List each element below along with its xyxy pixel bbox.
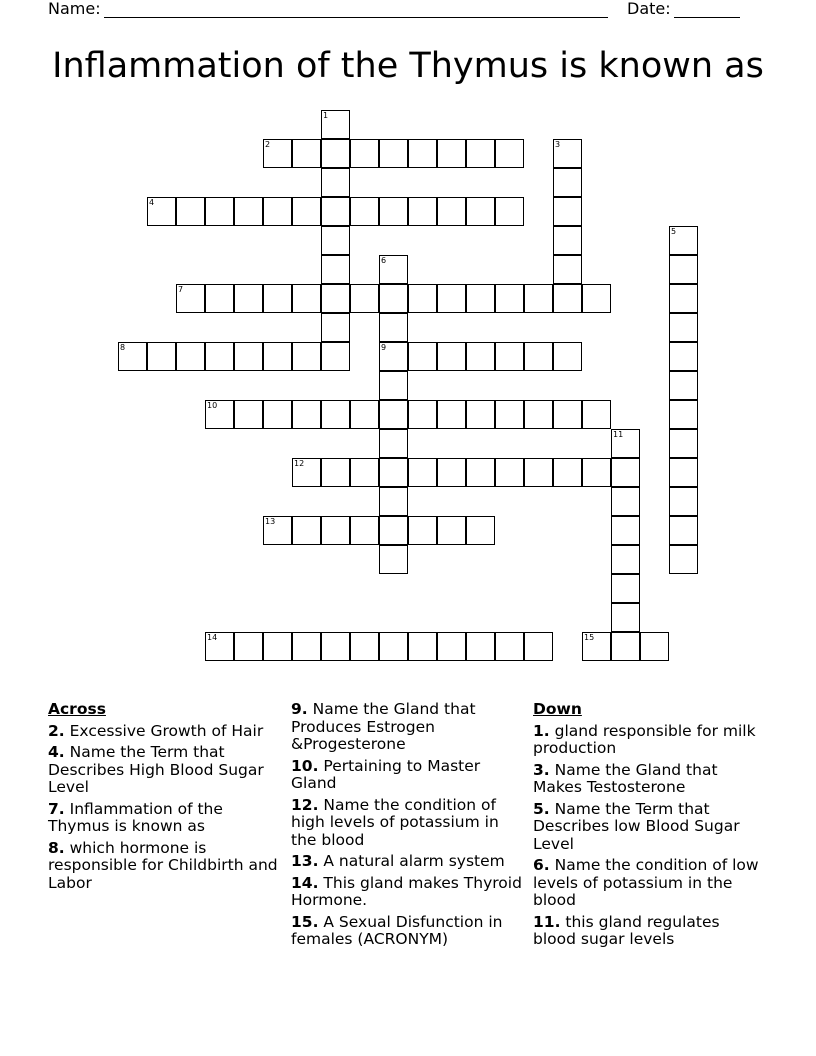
clue-across-15 bbox=[291, 914, 523, 949]
crossword-cell[interactable] bbox=[350, 516, 379, 545]
clue-number: 12. bbox=[291, 795, 319, 814]
crossword-cell[interactable] bbox=[466, 197, 495, 226]
crossword-cell[interactable] bbox=[379, 458, 408, 487]
crossword-cell[interactable] bbox=[669, 458, 698, 487]
cell-number: 13 bbox=[265, 517, 276, 526]
crossword-cell[interactable] bbox=[582, 284, 611, 313]
crossword-cell[interactable] bbox=[669, 342, 698, 371]
clue-text: Name the condition of high levels of potassium in the blood bbox=[291, 795, 499, 849]
crossword-cell[interactable] bbox=[524, 632, 553, 661]
crossword-cell[interactable] bbox=[379, 342, 408, 371]
crossword-cell[interactable] bbox=[669, 429, 698, 458]
crossword-cell[interactable] bbox=[408, 516, 437, 545]
crossword-cell[interactable] bbox=[611, 487, 640, 516]
crossword-cell[interactable] bbox=[292, 139, 321, 168]
crossword-cell[interactable] bbox=[437, 342, 466, 371]
clue-text: A Sexual Disfunction in females (ACRONYM) bbox=[291, 912, 503, 948]
clue-text: which hormone is responsible for Childbirth and Labor bbox=[48, 838, 278, 892]
crossword-cell[interactable] bbox=[292, 197, 321, 226]
clue-across-10 bbox=[291, 758, 523, 793]
clue-number: 6. bbox=[533, 856, 550, 874]
crossword-cell[interactable] bbox=[321, 110, 350, 139]
cell-number: 14 bbox=[207, 633, 218, 642]
clue-text: gland responsible for milk production bbox=[533, 721, 756, 757]
crossword-cell[interactable] bbox=[379, 487, 408, 516]
crossword-cell[interactable] bbox=[321, 342, 350, 371]
crossword-cell[interactable] bbox=[234, 284, 263, 313]
crossword-cell[interactable] bbox=[495, 632, 524, 661]
crossword-cell[interactable] bbox=[524, 284, 553, 313]
clues-down-column bbox=[533, 701, 765, 953]
crossword-cell[interactable] bbox=[611, 632, 640, 661]
crossword-cell[interactable] bbox=[553, 255, 582, 284]
clue-text: Name the Term that Describes low Blood Sugar Level bbox=[533, 799, 740, 853]
crossword-cell[interactable] bbox=[495, 458, 524, 487]
crossword-cell[interactable] bbox=[611, 458, 640, 487]
crossword-cell[interactable] bbox=[611, 429, 640, 458]
crossword-cell[interactable] bbox=[205, 342, 234, 371]
crossword-cell[interactable] bbox=[553, 284, 582, 313]
crossword-cell[interactable] bbox=[321, 400, 350, 429]
crossword-cell[interactable] bbox=[553, 342, 582, 371]
crossword-cell[interactable] bbox=[611, 516, 640, 545]
clue-text: Excessive Growth of Hair bbox=[69, 721, 264, 740]
crossword-cell[interactable] bbox=[408, 632, 437, 661]
crossword-cell[interactable] bbox=[176, 197, 205, 226]
crossword-cell[interactable] bbox=[350, 197, 379, 226]
crossword-cell[interactable] bbox=[321, 139, 350, 168]
crossword-cell[interactable] bbox=[553, 400, 582, 429]
name-label: Name: bbox=[48, 0, 101, 18]
crossword-cell[interactable] bbox=[611, 603, 640, 632]
puzzle-title: Inflammation of the Thymus is known as bbox=[52, 46, 764, 86]
crossword-cell[interactable] bbox=[263, 400, 292, 429]
crossword-cell[interactable] bbox=[234, 342, 263, 371]
crossword-cell[interactable] bbox=[669, 226, 698, 255]
crossword-cell[interactable] bbox=[408, 400, 437, 429]
crossword-cell[interactable] bbox=[495, 284, 524, 313]
crossword-cell[interactable] bbox=[466, 632, 495, 661]
crossword-cell[interactable] bbox=[379, 371, 408, 400]
crossword-cell[interactable] bbox=[437, 400, 466, 429]
crossword-cell[interactable] bbox=[524, 342, 553, 371]
clue-number: 14. bbox=[291, 873, 319, 892]
crossword-cell[interactable] bbox=[582, 400, 611, 429]
crossword-cell[interactable] bbox=[437, 632, 466, 661]
crossword-cell[interactable] bbox=[408, 284, 437, 313]
crossword-cell[interactable] bbox=[350, 458, 379, 487]
crossword-cell[interactable] bbox=[321, 255, 350, 284]
crossword-cell[interactable] bbox=[263, 516, 292, 545]
crossword-cell[interactable] bbox=[205, 197, 234, 226]
clue-across-2 bbox=[48, 723, 280, 741]
clues-across-continued-column bbox=[291, 701, 523, 953]
down-heading: Down bbox=[533, 700, 582, 718]
clue-number: 2. bbox=[48, 721, 65, 740]
clue-number: 11. bbox=[533, 912, 561, 931]
crossword-cell[interactable] bbox=[495, 342, 524, 371]
crossword-cell[interactable] bbox=[379, 545, 408, 574]
crossword-cell[interactable] bbox=[321, 632, 350, 661]
cell-number: 9 bbox=[381, 343, 387, 352]
clue-text: Name the Gland that Makes Testosterone bbox=[533, 760, 718, 796]
crossword-cell[interactable] bbox=[669, 255, 698, 284]
crossword-cell[interactable] bbox=[408, 342, 437, 371]
cell-number: 7 bbox=[178, 285, 184, 294]
crossword-cell[interactable] bbox=[669, 284, 698, 313]
clues-across-column bbox=[48, 701, 280, 896]
crossword-cell[interactable] bbox=[118, 342, 147, 371]
across-heading: Across bbox=[48, 700, 106, 718]
cell-number: 4 bbox=[149, 198, 155, 207]
clue-across-14 bbox=[291, 875, 523, 910]
crossword-cell[interactable] bbox=[408, 197, 437, 226]
clue-down-3 bbox=[533, 762, 765, 797]
crossword-cell[interactable] bbox=[350, 632, 379, 661]
clue-number: 5. bbox=[533, 799, 550, 818]
crossword-cell[interactable] bbox=[669, 487, 698, 516]
crossword-cell[interactable] bbox=[379, 255, 408, 284]
crossword-cell[interactable] bbox=[292, 516, 321, 545]
clue-text: Name the Gland that Produces Estrogen &Progesterone bbox=[291, 700, 476, 753]
crossword-cell[interactable] bbox=[379, 284, 408, 313]
crossword-cell[interactable] bbox=[437, 284, 466, 313]
clue-across-12 bbox=[291, 797, 523, 850]
clue-number: 1. bbox=[533, 721, 550, 740]
crossword-cell[interactable] bbox=[466, 458, 495, 487]
clue-number: 13. bbox=[291, 852, 319, 870]
crossword-cell[interactable] bbox=[669, 545, 698, 574]
crossword-cell[interactable] bbox=[379, 139, 408, 168]
crossword-cell[interactable] bbox=[350, 284, 379, 313]
clue-down-6 bbox=[533, 857, 765, 910]
crossword-cell[interactable] bbox=[234, 197, 263, 226]
crossword-cell[interactable] bbox=[263, 342, 292, 371]
crossword-cell[interactable] bbox=[321, 226, 350, 255]
clue-text: this gland regulates blood sugar levels bbox=[533, 912, 720, 948]
crossword-cell[interactable] bbox=[205, 400, 234, 429]
crossword-cell[interactable] bbox=[553, 168, 582, 197]
crossword-cell[interactable] bbox=[437, 458, 466, 487]
clue-number: 9. bbox=[291, 700, 308, 718]
cell-number: 2 bbox=[265, 140, 271, 149]
clue-across-13 bbox=[291, 853, 523, 871]
crossword-cell[interactable] bbox=[263, 284, 292, 313]
crossword-cell[interactable] bbox=[379, 313, 408, 342]
crossword-cell[interactable] bbox=[379, 429, 408, 458]
crossword-cell[interactable] bbox=[321, 458, 350, 487]
crossword-cell[interactable] bbox=[466, 139, 495, 168]
clue-across-8 bbox=[48, 840, 280, 893]
crossword-cell[interactable] bbox=[669, 516, 698, 545]
cell-number: 3 bbox=[555, 140, 561, 149]
cell-number: 8 bbox=[120, 343, 126, 352]
crossword-cell[interactable] bbox=[524, 400, 553, 429]
crossword-cell[interactable] bbox=[669, 371, 698, 400]
crossword-cell[interactable] bbox=[669, 400, 698, 429]
crossword-cell[interactable] bbox=[408, 458, 437, 487]
clue-down-1 bbox=[533, 723, 765, 758]
crossword-cell[interactable] bbox=[466, 284, 495, 313]
crossword-cell[interactable] bbox=[611, 574, 640, 603]
crossword-cell[interactable] bbox=[205, 632, 234, 661]
crossword-cell[interactable] bbox=[553, 458, 582, 487]
date-label: Date: bbox=[627, 0, 671, 18]
crossword-cell[interactable] bbox=[466, 342, 495, 371]
crossword-cell[interactable] bbox=[263, 197, 292, 226]
crossword-cell[interactable] bbox=[582, 632, 611, 661]
clue-text: Inflammation of the Thymus is known as bbox=[48, 799, 223, 835]
crossword-cell[interactable] bbox=[292, 342, 321, 371]
crossword-cell[interactable] bbox=[292, 400, 321, 429]
crossword-cell[interactable] bbox=[640, 632, 669, 661]
crossword-cell[interactable] bbox=[379, 400, 408, 429]
crossword-cell[interactable] bbox=[553, 226, 582, 255]
cell-number: 15 bbox=[584, 633, 595, 642]
crossword-cell[interactable] bbox=[147, 342, 176, 371]
cell-number: 11 bbox=[613, 430, 624, 439]
clue-across-9 bbox=[291, 701, 523, 754]
crossword-cell[interactable] bbox=[263, 139, 292, 168]
crossword-cell[interactable] bbox=[437, 197, 466, 226]
crossword-cell[interactable] bbox=[669, 313, 698, 342]
cell-number: 5 bbox=[671, 227, 677, 236]
clue-number: 4. bbox=[48, 743, 65, 761]
crossword-cell[interactable] bbox=[321, 284, 350, 313]
crossword-cell[interactable] bbox=[234, 632, 263, 661]
crossword-cell[interactable] bbox=[379, 516, 408, 545]
crossword-cell[interactable] bbox=[553, 139, 582, 168]
crossword-cell[interactable] bbox=[292, 284, 321, 313]
crossword-cell[interactable] bbox=[321, 168, 350, 197]
crossword-cell[interactable] bbox=[611, 545, 640, 574]
clue-number: 15. bbox=[291, 912, 319, 931]
crossword-cell[interactable] bbox=[495, 197, 524, 226]
crossword-cell[interactable] bbox=[292, 632, 321, 661]
crossword-cell[interactable] bbox=[263, 632, 292, 661]
crossword-cell[interactable] bbox=[495, 400, 524, 429]
crossword-cell[interactable] bbox=[234, 400, 263, 429]
clue-across-7 bbox=[48, 801, 280, 836]
crossword-cell[interactable] bbox=[321, 313, 350, 342]
clue-across-4 bbox=[48, 744, 280, 797]
cell-number: 6 bbox=[381, 256, 387, 265]
clue-text: Name the condition of low levels of potassium in the blood bbox=[533, 856, 759, 909]
crossword-cell[interactable] bbox=[176, 284, 205, 313]
crossword-cell[interactable] bbox=[321, 516, 350, 545]
crossword-cell[interactable] bbox=[495, 139, 524, 168]
cell-number: 12 bbox=[294, 459, 305, 468]
cell-number: 10 bbox=[207, 401, 218, 410]
clue-down-5 bbox=[533, 801, 765, 854]
crossword-cell[interactable] bbox=[350, 139, 379, 168]
clue-text: Name the Term that Describes High Blood Sugar Level bbox=[48, 743, 264, 796]
clue-down-11 bbox=[533, 914, 765, 949]
cell-number: 1 bbox=[323, 111, 329, 120]
crossword-cell[interactable] bbox=[321, 197, 350, 226]
crossword-cell[interactable] bbox=[437, 516, 466, 545]
clue-text: Pertaining to Master Gland bbox=[291, 756, 481, 792]
clue-number: 10. bbox=[291, 756, 319, 775]
crossword-cell[interactable] bbox=[379, 632, 408, 661]
crossword-cell[interactable] bbox=[408, 139, 437, 168]
crossword-cell[interactable] bbox=[350, 400, 379, 429]
crossword-cell[interactable] bbox=[205, 284, 234, 313]
crossword-cell[interactable] bbox=[379, 197, 408, 226]
crossword-cell[interactable] bbox=[582, 458, 611, 487]
crossword-cell[interactable] bbox=[292, 458, 321, 487]
crossword-cell[interactable] bbox=[553, 197, 582, 226]
crossword-cell[interactable] bbox=[147, 197, 176, 226]
crossword-cell[interactable] bbox=[176, 342, 205, 371]
clue-text: This gland makes Thyroid Hormone. bbox=[291, 873, 522, 909]
crossword-cell[interactable] bbox=[466, 400, 495, 429]
clue-number: 3. bbox=[533, 760, 550, 779]
crossword-cell[interactable] bbox=[466, 516, 495, 545]
crossword-cell[interactable] bbox=[437, 139, 466, 168]
crossword-cell[interactable] bbox=[524, 458, 553, 487]
clue-text: A natural alarm system bbox=[323, 852, 505, 870]
clue-number: 8. bbox=[48, 838, 65, 857]
clue-number: 7. bbox=[48, 799, 65, 818]
